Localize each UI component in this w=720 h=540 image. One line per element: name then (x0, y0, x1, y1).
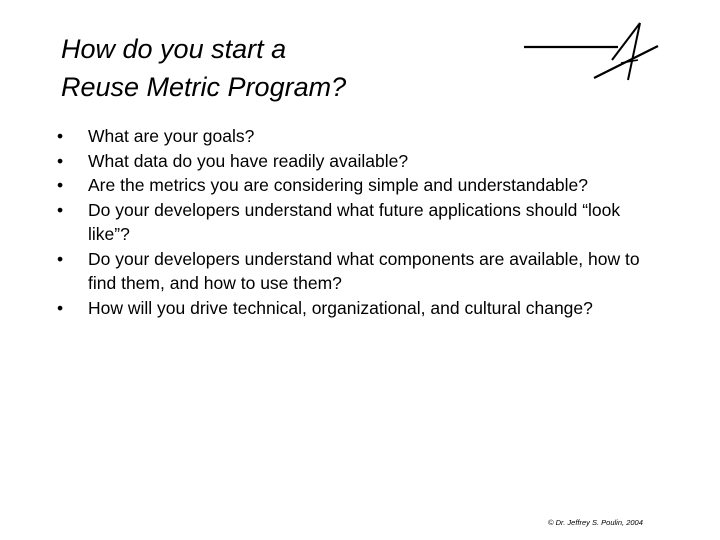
bullet-glyph: • (57, 126, 64, 146)
bullet-glyph: • (57, 150, 64, 171)
bullet-item (57, 247, 657, 296)
bullet-glyph: • (57, 175, 64, 195)
copyright-notice: © Dr. Jeffrey S. Poulin, 2004 (548, 518, 643, 527)
slide-title-line-2: Reuse Metric Program? (61, 72, 347, 102)
bullet-item (57, 198, 657, 247)
bullet-item (57, 296, 657, 321)
bullet-text: What are your goals? (88, 126, 255, 146)
bullet-text: Do your developers understand what future applications should “look like”? (88, 199, 621, 244)
bullet-item (57, 173, 657, 198)
slide-title (61, 30, 346, 106)
bullet-glyph: • (57, 297, 64, 318)
bullet-list (57, 124, 657, 320)
bullet-text: What data do you have readily available? (88, 150, 409, 171)
bullet-text: Are the metrics you are considering simple and understandable? (88, 175, 589, 195)
bullet-glyph: • (57, 248, 64, 269)
bullet-glyph: • (57, 199, 64, 220)
slide-title-line-1: How do you start a (61, 34, 287, 64)
company-logo-icon (522, 22, 662, 84)
bullet-text: How will you drive technical, organizational, and cultural change? (88, 297, 593, 318)
bullet-text: Do your developers understand what components are available, how to find them, and how to use them? (88, 248, 640, 293)
bullet-item (57, 149, 657, 174)
bullet-item (57, 124, 657, 149)
